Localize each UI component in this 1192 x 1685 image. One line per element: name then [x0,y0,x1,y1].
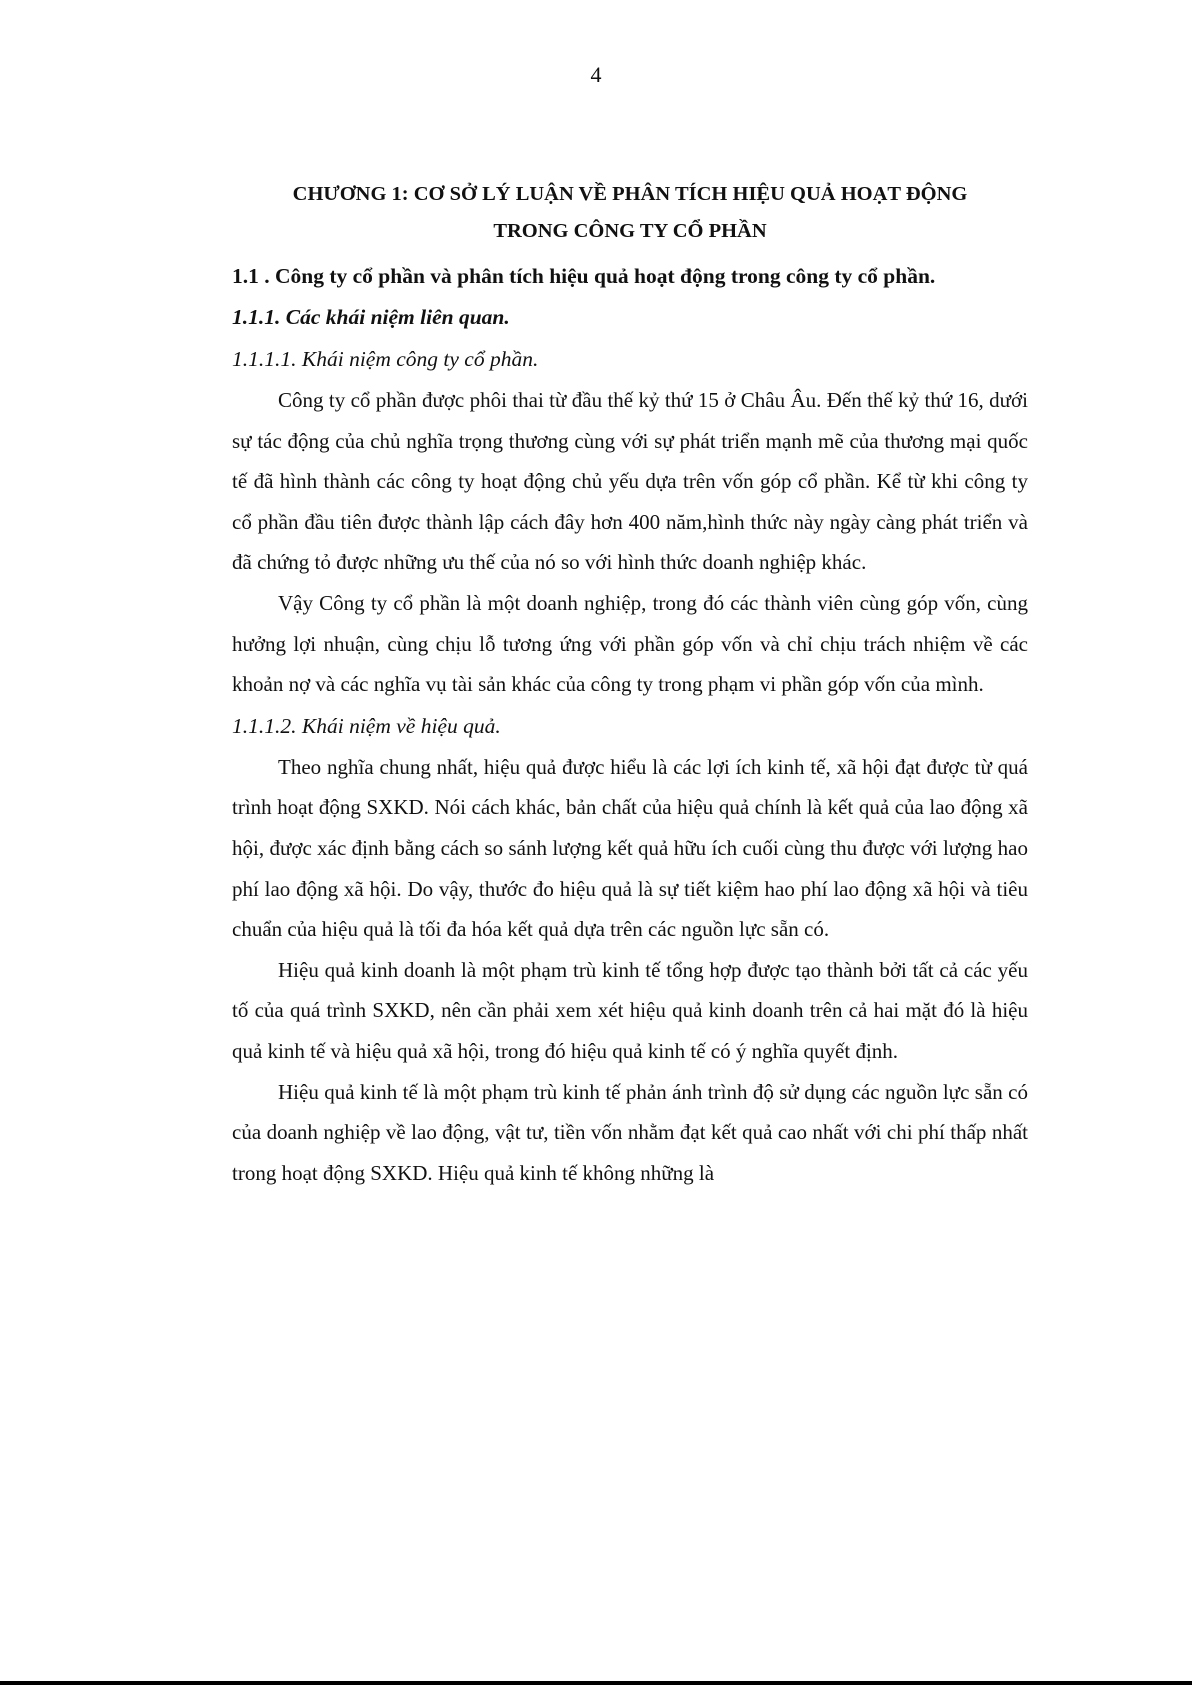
chapter-title-line-1: CHƯƠNG 1: CƠ SỞ LÝ LUẬN VỀ PHÂN TÍCH HIỆU QUẢ HOẠT ĐỘNG [292,183,968,205]
bottom-edge-rule [0,1681,1192,1685]
paragraph-economic-efficiency: Hiệu quả kinh tế là một phạm trù kinh tế phản ánh trình độ sử dụng các nguồn lực sẵn có của doanh nghiệp về lao động, vật tư, tiền vốn nhằm đạt kết quả cao nhất với chi phí thấp nhất trong hoạt động SXKD. Hiệu quả kinh tế không những là [232,1079,1028,1185]
paragraph-definition-joint-stock: Vậy Công ty cổ phần là một doanh nghiệp, trong đó các thành viên cùng góp vốn, cùng hưởng lợi nhuận, cùng chịu lỗ tương ứng với phần góp vốn và chỉ chịu trách nhiệm về các khoản nợ và các nghĩa vụ tài sản khác của công ty trong phạm vi phần góp vốn của mình. [232,590,1028,697]
paragraph-origin-of-joint-stock: Công ty cổ phần được phôi thai từ đầu thế kỷ thứ 15 ở Châu Âu. Đến thế kỷ thứ 16, dưới sự tác động của chủ nghĩa trọng thương cùng với sự phát triển mạnh mẽ của thương mại quốc tế đã hình thành các công ty hoạt động chủ yếu dựa trên vốn góp cổ phần. Kể từ khi công ty cổ phần đầu tiên được thành lập cách đây hơn 400 năm,hình thức này ngày càng phát triển và đã chứng tỏ được những ưu thế của nó so với hình thức doanh nghiệp khác. [232,388,1028,575]
chapter-title [232,176,1028,250]
section-heading-1-1-1: 1.1.1. Các khái niệm liên quan. [232,305,510,329]
page-content [232,176,1028,1193]
paragraph-business-efficiency: Hiệu quả kinh doanh là một phạm trù kinh tế tổng hợp được tạo thành bởi tất cả các yếu tố của quá trình SXKD, nên cần phải xem xét hiệu quả kinh doanh trên cả hai mặt đó là hiệu quả kinh tế và hiệu quả xã hội, trong đó hiệu quả kinh tế có ý nghĩa quyết định. [232,957,1028,1063]
section-heading-1-1: 1.1 . Công ty cổ phần và phân tích hiệu quả hoạt động trong công ty cổ phần. [232,264,936,288]
section-heading-1-1-1-2: 1.1.1.2. Khái niệm về hiệu quả. [232,713,501,738]
page-number: 4 [590,62,602,87]
paragraph-efficiency-general: Theo nghĩa chung nhất, hiệu quả được hiểu là các lợi ích kinh tế, xã hội đạt được từ quá trình hoạt động SXKD. Nói cách khác, bản chất của hiệu quả chính là kết quả của lao động xã hội, được xác định bằng cách so sánh lượng kết quả hữu ích cuối cùng thu được với lượng hao phí lao động xã hội. Do vậy, thước đo hiệu quả là sự tiết kiệm hao phí lao động xã hội và tiêu chuẩn của hiệu quả là tối đa hóa kết quả dựa trên các nguồn lực sẵn có. [232,754,1028,942]
chapter-title-line-2: TRONG CÔNG TY CỔ PHẦN [493,220,767,242]
section-heading-1-1-1-1: 1.1.1.1. Khái niệm công ty cổ phần. [232,347,539,371]
